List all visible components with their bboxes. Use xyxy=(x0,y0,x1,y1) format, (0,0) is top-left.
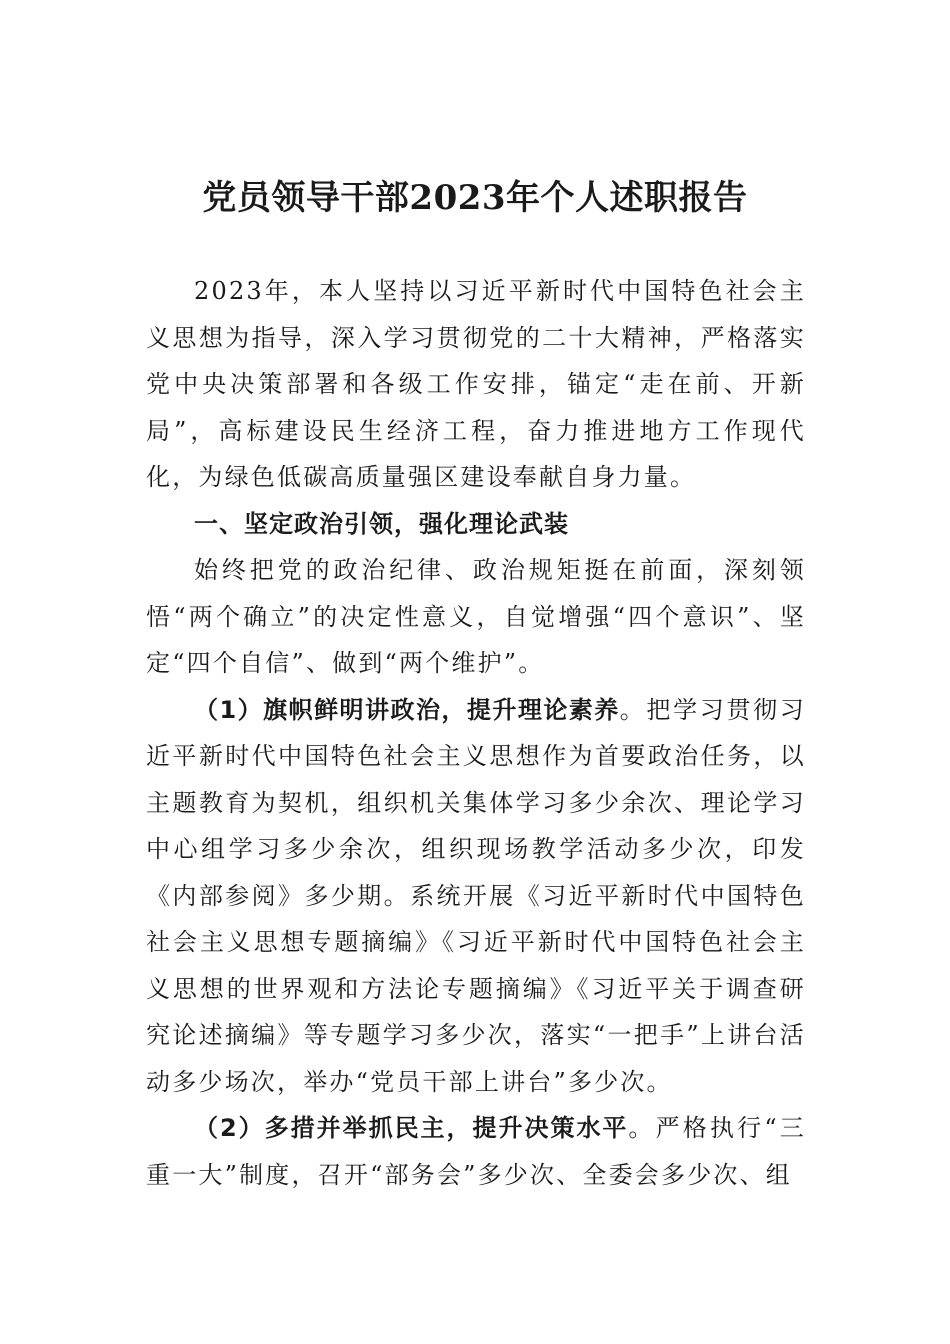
section-heading: 一、坚定政治引领，强化理论武装 xyxy=(194,509,569,538)
item-1-lead: （1）旗帜鲜明讲政治，提升理论素养 xyxy=(194,695,620,724)
item-1-paragraph xyxy=(146,687,806,1106)
intro-paragraph: 2023年，本人坚持以习近平新时代中国特色社会主义思想为指导，深入学习贯彻党的二十大精神，严格落实党中央决策部署和各级工作安排，锚定“走在前、开新局”，高标建设民生经济工程，奋力推进地方工作现代化，为绿色低碳高质量强区建设奉献自身力量。 xyxy=(146,277,806,491)
item-2-lead: （2）多措并举抓民主，提升决策水平 xyxy=(194,1114,629,1142)
section-summary-paragraph: 始终把党的政治纪律、政治规矩挺在前面，深刻领悟“两个确立”的决定性意义，自觉增强“四个意识”、坚定“四个自信”、做到“两个维护”。 xyxy=(146,556,806,677)
document-body xyxy=(146,268,806,1198)
item-1-text: 。把学习贯彻习近平新时代中国特色社会主义思想作为首要政治任务，以主题教育为契机，组织机关集体学习多少余次、理论学习中心组学习多少余次，组织现场教学活动多少次，印发《内部参阅》多少期。系统开展《习近平新时代中国特色社会主义思想专题摘编》《习近平新时代中国特色社会主义思想的世界观和方法论专题摘编》《习近平关于调查研究论述摘编》等专题学习多少次，落实“一把手”上讲台活动多少场次，举办“党员干部上讲台”多少次。 xyxy=(146,695,806,1096)
item-2-paragraph xyxy=(146,1105,806,1198)
item-2-text: 。严格执行“三重一大”制度，召开“部务会”多少次、全委会多少次、组 xyxy=(146,1114,806,1189)
document-title: 党员领导干部2023年个人述职报告 xyxy=(202,178,748,218)
